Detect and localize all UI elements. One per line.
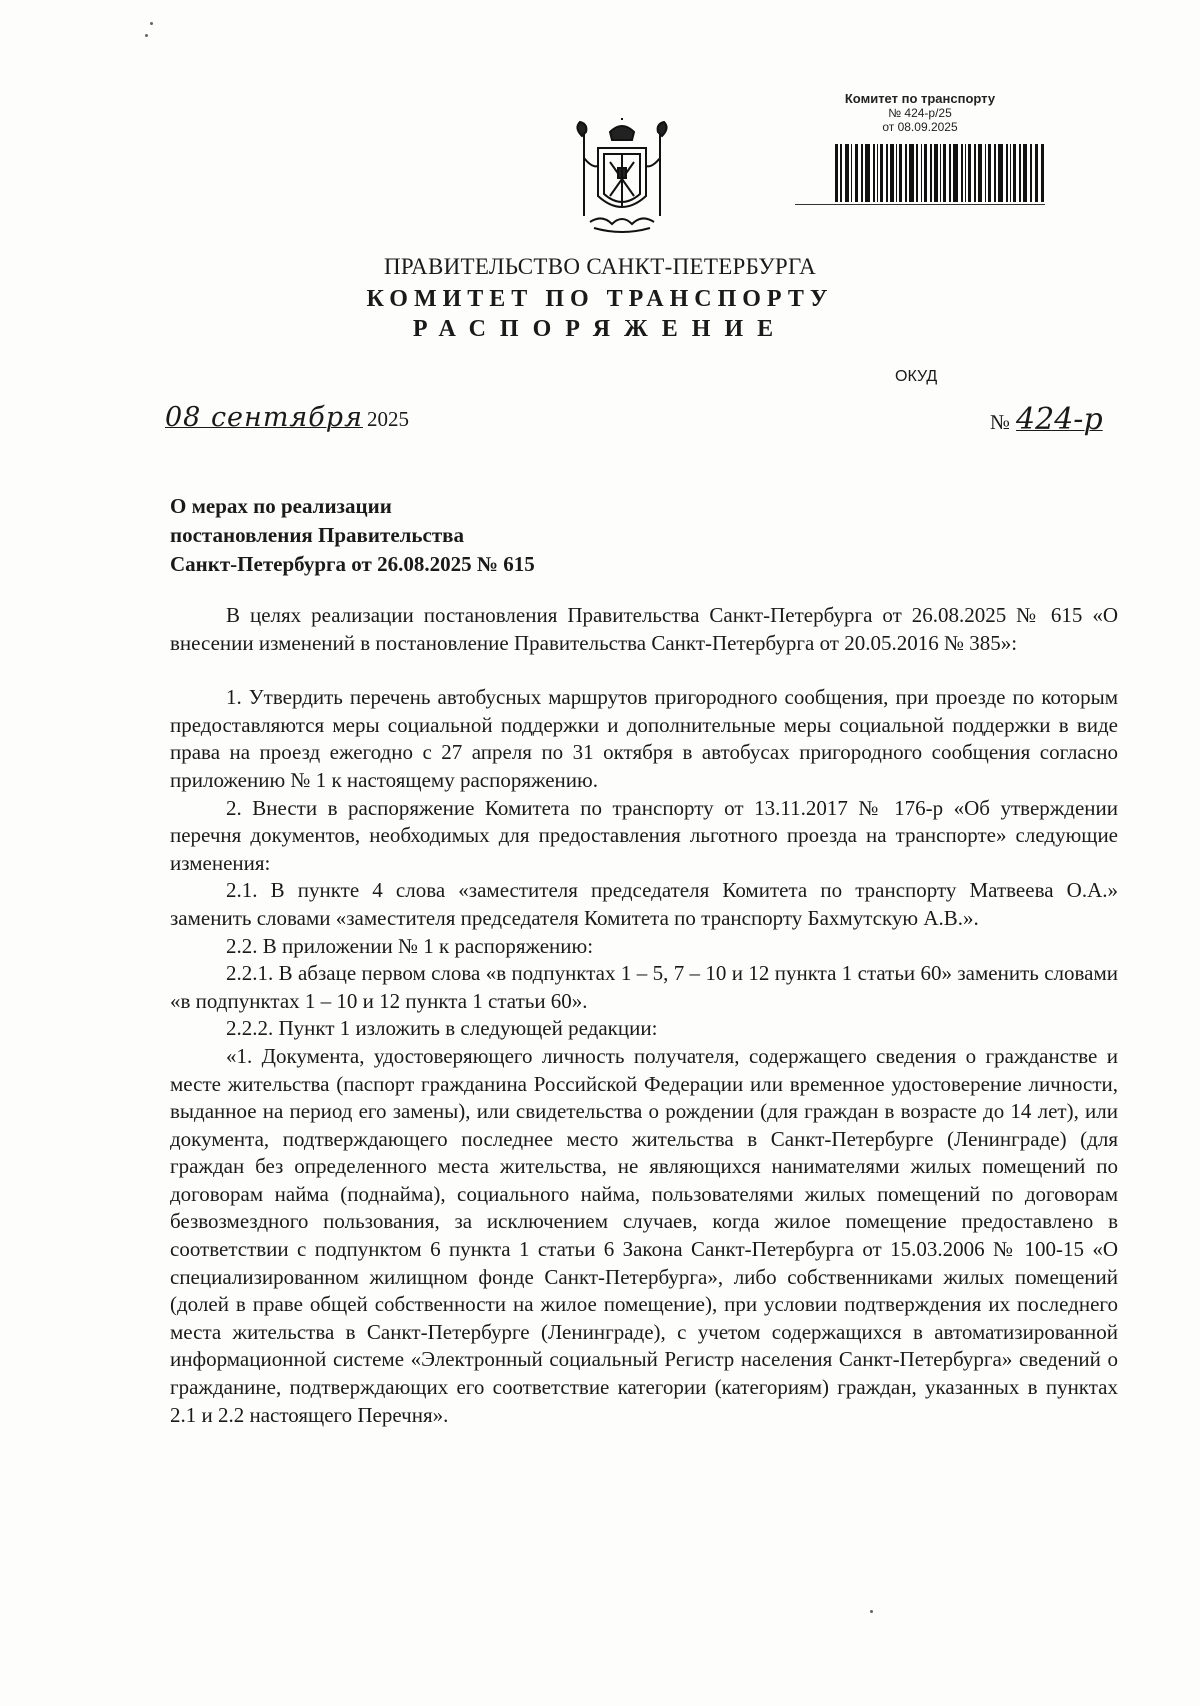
quoted-paragraph: «1. Документа, удостоверяющего личность получателя, содержащего сведения о гражданстве и месте жительства (паспорт гражданина Российской Федерации или временное удостоверение личности, выданное на период его замены), или свидетельства о рождении (для граждан в возрасте до 14 лет), или документа, подтверждающего последнее место жительства в Санкт-Петербурге (Ленинграде) (для граждан без определенного места жительства, не являющихся нанимателями жилых помещений по договорам найма (поднайма), социального найма, пользователями жилых помещений по договорам безвозмездного пользования, за исключением случаев, когда жилое помещение предоставлено в соответствии с подпунктом 6 пункта 1 статьи 6 Закона Санкт-Петербурга от 15.03.2006 № 100-15 «О специализированном жилищном фонде Санкт-Петербурга», либо собственниками жилых помещений (долей в праве общей собственности на жилое помещение), при условии подтверждения их последнего места жительства в Санкт-Петербурге (Ленинграде), с учетом содержащихся в автоматизированной информационной системе «Электронный социальный Регистр населения Санкт-Петербурга» сведений о гражданине, подтверждающих его соответствие категории (категориям) граждан, указанных в пунктах 2.1 и 2.2 настоящего Перечня». — [170, 1043, 1118, 1427]
number-sign: № — [990, 410, 1011, 434]
document-number — [990, 402, 1103, 437]
scan-speck — [145, 34, 148, 37]
barcode-icon — [835, 144, 1045, 202]
scan-speck — [870, 1610, 873, 1613]
paragraph-2: 2. Внести в распоряжение Комитета по транспорту от 13.11.2017 № 176-р «Об утверждении перечня документов, необходимых для предоставления льготного проезда на транспорте» следующие изменения: — [170, 795, 1118, 875]
date-year: 2025 — [366, 407, 409, 431]
stamp-org: Комитет по транспорту — [844, 91, 996, 106]
paragraph-2-1: 2.1. В пункте 4 слова «заместителя председателя Комитета по транспорту Матвеева О.А.» заменить словами «заместителя председателя Комитета по транспорту Бахмутскую А.В.». — [170, 878, 1118, 930]
paragraph-2-2-2: 2.2.2. Пункт 1 изложить в следующей редакции: — [226, 1016, 658, 1041]
subject-line: постановления Правительства — [170, 523, 464, 547]
document-subject — [170, 492, 535, 579]
registration-stamp — [800, 92, 1040, 134]
stamp-reg-date: от 08.09.2025 — [882, 120, 958, 134]
document-date — [165, 402, 409, 433]
document-type: РАСПОРЯЖЕНИЕ — [412, 316, 788, 342]
document-body — [170, 602, 1118, 1429]
scan-speck — [150, 22, 153, 25]
stamp-reg-number: № 424-р/25 — [888, 106, 952, 120]
stamp-underline — [795, 204, 1045, 205]
paragraph-2-2: 2.2. В приложении № 1 к распоряжению: — [226, 933, 594, 958]
subject-line: О мерах по реализации — [170, 494, 392, 518]
handwritten-date: 08 сентября — [165, 402, 363, 433]
government-title: ПРАВИТЕЛЬСТВО САНКТ-ПЕТЕРБУРГА — [383, 254, 817, 279]
preamble-paragraph: В целях реализации постановления Правительства Санкт-Петербурга от 26.08.2025 № 615 «О внесении изменений в постановление Правительства Санкт-Петербурга от 20.05.2016 № 385»: — [170, 603, 1118, 655]
paragraph-1: 1. Утвердить перечень автобусных маршрутов пригородного сообщения, при проезде по которым предоставляются меры социальной поддержки и дополнительные меры социальной поддержки в виде права на проезд ежегодно с 27 апреля по 31 октября в автобусах пригородного сообщения согласно приложению № 1 к настоящему распоряжению. — [170, 685, 1118, 792]
st-petersburg-coat-of-arms-icon — [572, 118, 672, 236]
handwritten-number: 424-р — [1016, 402, 1103, 437]
committee-title: КОМИТЕТ ПО ТРАНСПОРТУ — [366, 286, 834, 312]
paragraph-2-2-1: 2.2.1. В абзаце первом слова «в подпунктах 1 – 5, 7 – 10 и 12 пункта 1 статьи 60» заменить словами «в подпунктах 1 – 10 и 12 пункта 1 статьи 60». — [170, 961, 1118, 1013]
subject-line: Санкт-Петербурга от 26.08.2025 № 615 — [170, 552, 535, 576]
okud-label: ОКУД — [895, 368, 938, 385]
